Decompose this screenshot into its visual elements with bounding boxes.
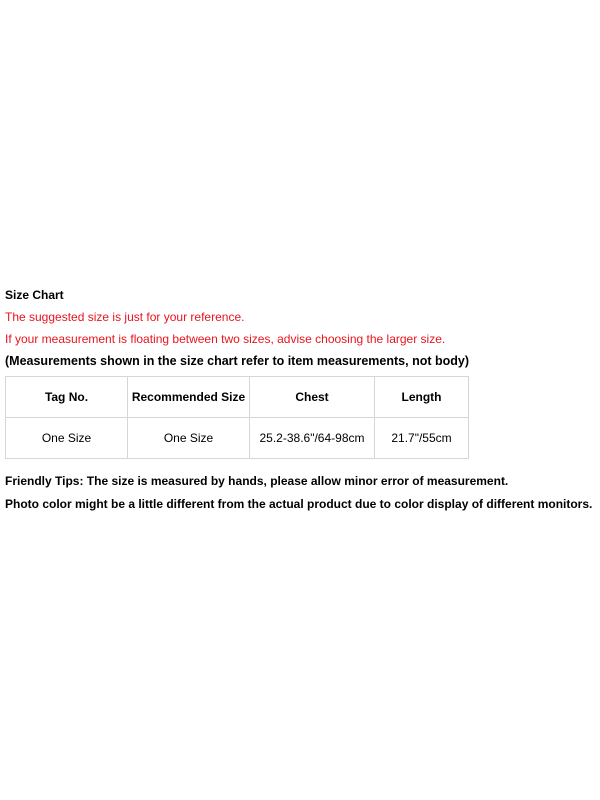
header-length: Length bbox=[375, 377, 469, 418]
cell-tag-no: One Size bbox=[6, 418, 128, 459]
reference-note: The suggested size is just for your reference. bbox=[5, 310, 245, 324]
friendly-tips: Friendly Tips: The size is measured by hands, please allow minor error of measurement. bbox=[5, 474, 509, 488]
header-tag-no: Tag No. bbox=[6, 377, 128, 418]
floating-size-note: If your measurement is floating between two sizes, advise choosing the larger size. bbox=[5, 332, 446, 346]
size-table bbox=[5, 376, 469, 459]
cell-chest: 25.2-38.6"/64-98cm bbox=[250, 418, 375, 459]
table-row bbox=[6, 418, 469, 459]
header-chest: Chest bbox=[250, 377, 375, 418]
header-recommended-size: Recommended Size bbox=[128, 377, 250, 418]
photo-color-tip: Photo color might be a little different from the actual product due to color display of different monitors. bbox=[5, 497, 593, 511]
cell-recommended-size: One Size bbox=[128, 418, 250, 459]
table-header-row bbox=[6, 377, 469, 418]
cell-length: 21.7"/55cm bbox=[375, 418, 469, 459]
size-chart-section bbox=[5, 287, 597, 512]
size-chart-title: Size Chart bbox=[5, 288, 64, 302]
measurement-note: (Measurements shown in the size chart refer to item measurements, not body) bbox=[5, 354, 469, 368]
